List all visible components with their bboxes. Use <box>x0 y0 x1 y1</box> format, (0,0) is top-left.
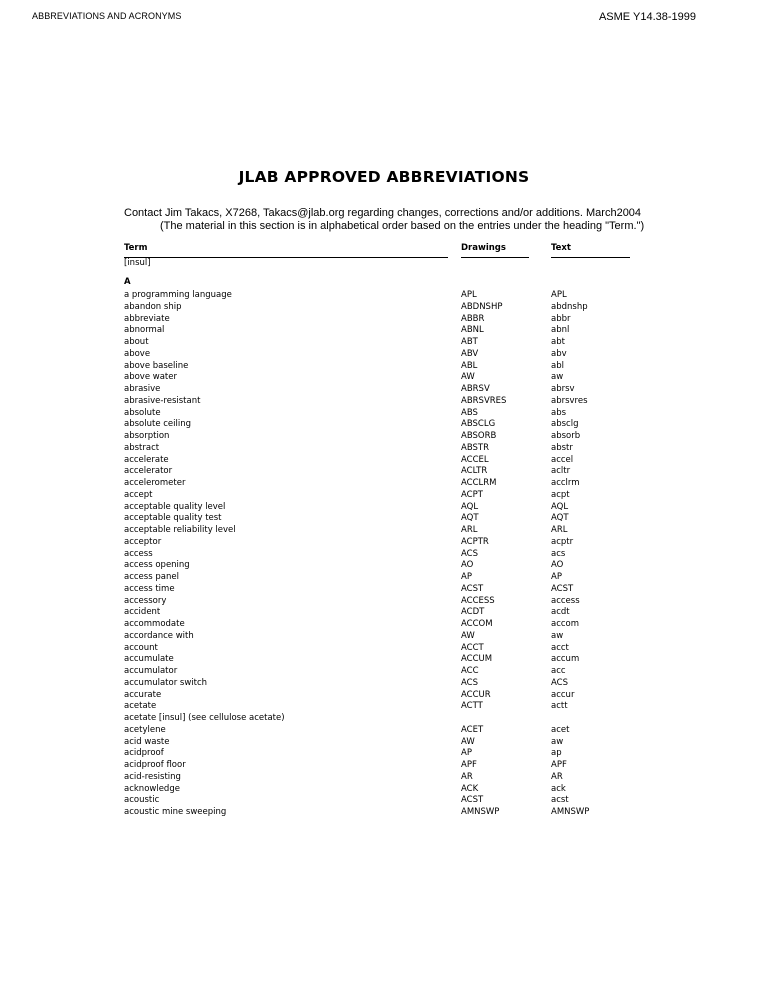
drawings-cell: ACST <box>461 795 484 806</box>
term-cell: access time <box>124 583 175 594</box>
term-cell: about <box>124 337 149 347</box>
term-cell: abstract <box>124 442 160 453</box>
drawings-cell: ABT <box>461 337 478 347</box>
drawings-cell: ABSTR <box>461 442 489 453</box>
term-cell: acknowledge <box>124 783 180 794</box>
drawings-cell: AQT <box>461 513 479 524</box>
text-cell: ARL <box>551 525 568 535</box>
drawings-cell: ACCUM <box>461 654 493 665</box>
drawings-cell: ACLTR <box>461 466 488 477</box>
contact-note: Contact Jim Takacs, X7268, Takacs@jlab.org regarding changes, corrections and/or additions. March2004 <box>124 207 642 219</box>
drawings-cell: ABBR <box>461 313 485 324</box>
term-cell: account <box>124 642 158 653</box>
term-cell: acetate [insul] (see cellulose acetate) <box>124 713 285 723</box>
text-cell: AR <box>551 771 563 782</box>
drawings-cell: ACCESS <box>461 595 495 606</box>
drawings-cell: ACTT <box>461 701 483 712</box>
text-cell: AP <box>551 572 562 582</box>
text-cell: aw <box>551 630 564 641</box>
term-cell: acceptable quality level <box>124 501 226 512</box>
term-cell: accept <box>124 489 153 500</box>
term-cell: above <box>124 348 151 359</box>
term-cell: accessory <box>124 595 167 606</box>
text-cell: acs <box>551 548 566 559</box>
column-header-text: Text <box>551 243 630 258</box>
text-cell: accur <box>551 689 575 700</box>
text-cell: accom <box>551 619 580 629</box>
term-cell: accumulate <box>124 654 174 665</box>
drawings-cell: AP <box>461 572 472 582</box>
drawings-cell: ACC <box>461 666 479 676</box>
term-cell: acceptor <box>124 536 162 547</box>
term-cell: absorption <box>124 431 170 441</box>
drawings-cell: ABV <box>461 348 479 359</box>
drawings-cell: ABS <box>461 407 478 418</box>
text-cell: aw <box>551 736 564 747</box>
term-cell: accelerate <box>124 454 169 465</box>
drawings-cell: ACPT <box>461 489 483 500</box>
term-cell: accumulator <box>124 666 178 676</box>
drawings-cell: ACCLRM <box>461 478 497 488</box>
term-cell: acidproof <box>124 748 164 759</box>
drawings-cell: AMNSWP <box>461 807 500 817</box>
text-cell: APL <box>551 290 567 300</box>
term-cell: accelerometer <box>124 478 186 488</box>
term-cell: accordance with <box>124 630 194 641</box>
term-cell: acetylene <box>124 724 166 735</box>
drawings-cell: ABRSV <box>461 384 490 394</box>
section-letter: A <box>124 277 131 287</box>
text-cell: acclrm <box>551 478 580 488</box>
text-cell: acptr <box>551 536 574 547</box>
term-cell: absolute ceiling <box>124 419 192 430</box>
drawings-cell: AQL <box>461 501 479 512</box>
term-cell: abrasive-resistant <box>124 395 201 406</box>
drawings-cell: AW <box>461 630 475 641</box>
text-cell: abbr <box>551 313 571 324</box>
text-cell: abstr <box>551 442 573 453</box>
drawings-cell: ABNL <box>461 325 484 336</box>
term-cell: acid waste <box>124 736 170 747</box>
term-cell: access opening <box>124 560 190 571</box>
page-header-right: ASME Y14.38-1999 <box>598 11 696 23</box>
text-cell: abv <box>551 348 567 359</box>
term-cell: abnormal <box>124 325 165 336</box>
drawings-cell: ABRSVRES <box>461 395 507 406</box>
term-cell: acoustic <box>124 795 160 806</box>
term-cell: abrasive <box>124 384 161 394</box>
text-cell: actt <box>551 701 568 712</box>
drawings-cell: APF <box>461 760 477 770</box>
term-cell: acoustic mine sweeping <box>124 807 227 817</box>
drawings-cell: APL <box>461 290 477 300</box>
drawings-cell: ACS <box>461 548 478 559</box>
term-cell: above baseline <box>124 360 189 371</box>
drawings-cell: ACPTR <box>461 536 489 547</box>
term-cell: accommodate <box>124 619 185 629</box>
term-cell: acceptable quality test <box>124 513 222 524</box>
term-cell: acid-resisting <box>124 771 181 782</box>
insul-note: [insul] <box>124 258 151 268</box>
drawings-cell: ACDT <box>461 607 485 618</box>
term-cell: accident <box>124 607 161 618</box>
drawings-cell: ABL <box>461 360 478 371</box>
drawings-cell: ACCUR <box>461 689 491 700</box>
text-cell: aw <box>551 372 564 383</box>
drawings-cell: ACCOM <box>461 619 493 629</box>
text-cell: abrsv <box>551 384 575 394</box>
text-cell: acet <box>551 724 570 735</box>
drawings-cell: AO <box>461 560 474 571</box>
text-cell: AQL <box>551 501 569 512</box>
text-cell: abt <box>551 337 565 347</box>
text-cell: ack <box>551 783 566 794</box>
drawings-cell: ACCT <box>461 642 484 653</box>
text-cell: abl <box>551 360 564 371</box>
term-cell: access panel <box>124 572 179 582</box>
drawings-cell: ACST <box>461 583 484 594</box>
ordering-note: (The material in this section is in alphabetical order based on the entries under the heading "Term.") <box>160 220 645 232</box>
text-cell: acltr <box>551 466 571 477</box>
text-cell: acst <box>551 795 569 806</box>
term-cell: acidproof floor <box>124 760 186 770</box>
term-cell: absolute <box>124 407 161 418</box>
text-cell: abdnshp <box>551 301 588 312</box>
drawings-cell: ACET <box>461 724 484 735</box>
term-cell: access <box>124 548 153 559</box>
text-cell: abs <box>551 407 567 418</box>
text-cell: ACS <box>551 677 568 688</box>
text-cell: accel <box>551 454 574 465</box>
drawings-cell: ACS <box>461 677 478 688</box>
column-header-term: Term <box>124 243 448 258</box>
term-cell: accurate <box>124 689 162 700</box>
text-cell: acct <box>551 642 569 653</box>
drawings-cell: AW <box>461 736 475 747</box>
text-cell: accum <box>551 654 580 665</box>
text-cell: absclg <box>551 419 579 430</box>
drawings-cell: AP <box>461 748 472 759</box>
drawings-cell: ABSCLG <box>461 419 496 430</box>
drawings-cell: ABDNSHP <box>461 301 503 312</box>
term-cell: accumulator switch <box>124 677 208 688</box>
text-cell: acdt <box>551 607 570 618</box>
text-cell: ACST <box>551 583 574 594</box>
term-cell: accelerator <box>124 466 173 477</box>
text-cell: abnl <box>551 325 570 336</box>
text-cell: ap <box>551 748 562 759</box>
text-cell: access <box>551 595 580 606</box>
document-title: JLAB APPROVED ABBREVIATIONS <box>238 168 530 186</box>
drawings-cell: ARL <box>461 525 478 535</box>
page-header-left: ABBREVIATIONS AND ACRONYMS <box>32 11 182 21</box>
drawings-cell: ACK <box>461 783 479 794</box>
term-cell: acetate <box>124 701 157 712</box>
text-cell: AMNSWP <box>551 807 590 817</box>
column-header-drawings: Drawings <box>461 243 529 258</box>
text-cell: AO <box>551 560 564 571</box>
text-cell: AQT <box>551 513 569 524</box>
drawings-cell: ACCEL <box>461 454 489 465</box>
text-cell: acc <box>551 666 566 676</box>
term-cell: acceptable reliability level <box>124 525 236 535</box>
drawings-cell: AW <box>461 372 475 383</box>
drawings-cell: AR <box>461 771 473 782</box>
text-cell: abrsvres <box>551 395 588 406</box>
term-cell: above water <box>124 372 177 383</box>
term-cell: abbreviate <box>124 313 170 324</box>
text-cell: APF <box>551 760 567 770</box>
text-cell: absorb <box>551 431 581 441</box>
drawings-cell: ABSORB <box>461 431 497 441</box>
term-cell: a programming language <box>124 290 232 300</box>
term-cell: abandon ship <box>124 301 182 312</box>
text-cell: acpt <box>551 489 570 500</box>
